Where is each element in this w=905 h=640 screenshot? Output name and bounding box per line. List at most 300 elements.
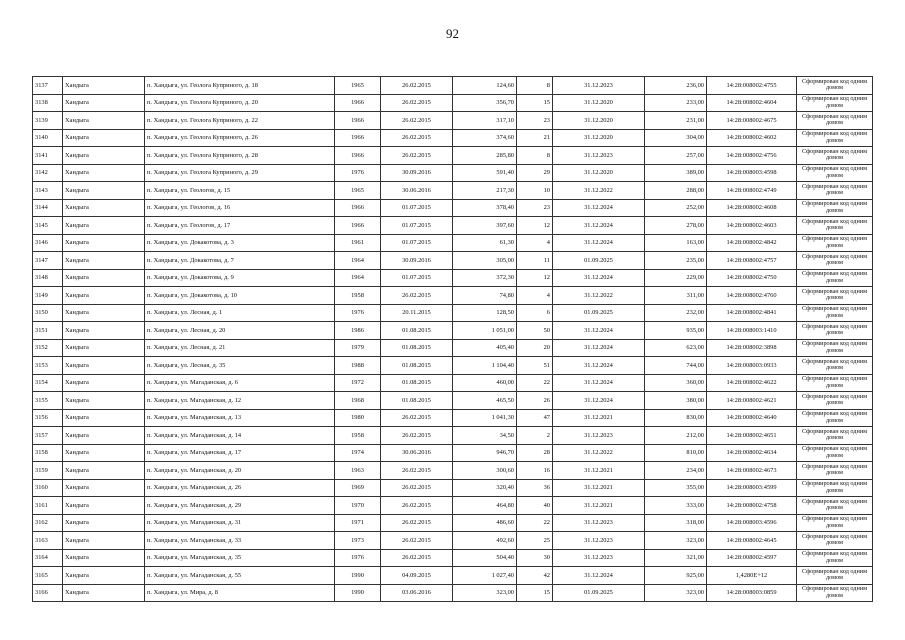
cell-status: Сформирован код одним домом bbox=[797, 409, 873, 427]
cell-date: 26.02.2015 bbox=[381, 532, 453, 550]
cell-address: п. Хандыга, ул. Геолога Куприного, д. 20 bbox=[145, 94, 335, 112]
cell-settlement: Хандыга bbox=[63, 497, 145, 515]
cell-cadastral-number: 14:28:008002:4675 bbox=[707, 112, 797, 130]
cell-cost: 810,00 bbox=[645, 444, 707, 462]
cell-area: 1 051,00 bbox=[453, 322, 517, 340]
cell-settlement: Хандыга bbox=[63, 182, 145, 200]
cell-row-number: 3150 bbox=[33, 304, 63, 322]
cell-cadastral-number: 14:28:008002:4749 bbox=[707, 182, 797, 200]
cell-cadastral-number: 14:28:008003:0933 bbox=[707, 357, 797, 375]
cell-deadline: 01.09.2025 bbox=[553, 252, 645, 270]
cell-address: п. Хандыга, ул. Лесная, д. 35 bbox=[145, 357, 335, 375]
cell-row-number: 3158 bbox=[33, 444, 63, 462]
cell-date: 01.07.2015 bbox=[381, 199, 453, 217]
cell-deadline: 31.12.2021 bbox=[553, 462, 645, 480]
cell-row-number: 3165 bbox=[33, 567, 63, 585]
cell-deadline: 31.12.2023 bbox=[553, 77, 645, 95]
cell-area: 492,60 bbox=[453, 532, 517, 550]
cell-cost: 278,00 bbox=[645, 217, 707, 235]
cell-deadline: 31.12.2024 bbox=[553, 374, 645, 392]
cell-status: Сформирован код одним домом bbox=[797, 217, 873, 235]
cell-address: п. Хандыга, ул. Магаданская, д. 12 bbox=[145, 392, 335, 410]
cell-settlement: Хандыга bbox=[63, 147, 145, 165]
cell-cadastral-number: 14:28:008002:3898 bbox=[707, 339, 797, 357]
cell-cadastral-number: 14:28:008002:4841 bbox=[707, 304, 797, 322]
cell-status: Сформирован код одним домом bbox=[797, 339, 873, 357]
table-row bbox=[33, 304, 873, 322]
cell-build-year: 1965 bbox=[335, 182, 381, 200]
cell-row-number: 3166 bbox=[33, 584, 63, 602]
cell-area: 34,50 bbox=[453, 427, 517, 445]
cell-status: Сформирован код одним домом bbox=[797, 374, 873, 392]
cell-cadastral-number: 14:28:008002:4645 bbox=[707, 532, 797, 550]
cell-date: 30.06.2016 bbox=[381, 444, 453, 462]
cell-area: 372,30 bbox=[453, 269, 517, 287]
table-row bbox=[33, 234, 873, 252]
cell-cost: 252,00 bbox=[645, 199, 707, 217]
cell-residents: 4 bbox=[517, 234, 553, 252]
cell-settlement: Хандыга bbox=[63, 164, 145, 182]
cell-address: п. Хандыга, ул. Магаданская, д. 13 bbox=[145, 409, 335, 427]
cell-row-number: 3138 bbox=[33, 94, 63, 112]
cell-address: п. Хандыга, ул. Докакотова, д. 10 bbox=[145, 287, 335, 305]
table-row bbox=[33, 322, 873, 340]
cell-build-year: 1966 bbox=[335, 129, 381, 147]
cell-build-year: 1966 bbox=[335, 199, 381, 217]
cell-cost: 389,00 bbox=[645, 164, 707, 182]
cell-residents: 40 bbox=[517, 497, 553, 515]
cell-area: 124,60 bbox=[453, 77, 517, 95]
cell-date: 30.09.2016 bbox=[381, 164, 453, 182]
cell-settlement: Хандыга bbox=[63, 252, 145, 270]
cell-address: п. Хандыга, ул. Магаданская, д. 26 bbox=[145, 479, 335, 497]
cell-cadastral-number: 14:28:008003:4599 bbox=[707, 479, 797, 497]
cell-deadline: 31.12.2024 bbox=[553, 217, 645, 235]
cell-cost: 311,00 bbox=[645, 287, 707, 305]
cell-settlement: Хандыга bbox=[63, 234, 145, 252]
cell-residents: 25 bbox=[517, 532, 553, 550]
cell-settlement: Хандыга bbox=[63, 374, 145, 392]
cell-area: 460,00 bbox=[453, 374, 517, 392]
cell-row-number: 3148 bbox=[33, 269, 63, 287]
cell-address: п. Хандыга, ул. Магаданская, д. 17 bbox=[145, 444, 335, 462]
cell-settlement: Хандыга bbox=[63, 199, 145, 217]
table-row bbox=[33, 584, 873, 602]
cell-settlement: Хандыга bbox=[63, 322, 145, 340]
cell-area: 128,50 bbox=[453, 304, 517, 322]
cell-row-number: 3139 bbox=[33, 112, 63, 130]
cell-address: п. Хандыга, ул. Геолога Куприного, д. 29 bbox=[145, 164, 335, 182]
cell-deadline: 31.12.2024 bbox=[553, 339, 645, 357]
cell-area: 397,60 bbox=[453, 217, 517, 235]
cell-status: Сформирован код одним домом bbox=[797, 357, 873, 375]
cell-deadline: 31.12.2020 bbox=[553, 129, 645, 147]
cell-date: 26.02.2015 bbox=[381, 77, 453, 95]
cell-deadline: 31.12.2020 bbox=[553, 112, 645, 130]
table-row bbox=[33, 427, 873, 445]
cell-settlement: Хандыга bbox=[63, 514, 145, 532]
cell-date: 01.08.2015 bbox=[381, 392, 453, 410]
cell-build-year: 1988 bbox=[335, 357, 381, 375]
cell-cadastral-number: 14:28:008002:4673 bbox=[707, 462, 797, 480]
cell-residents: 29 bbox=[517, 164, 553, 182]
cell-residents: 4 bbox=[517, 287, 553, 305]
cell-residents: 8 bbox=[517, 77, 553, 95]
cell-row-number: 3152 bbox=[33, 339, 63, 357]
cell-status: Сформирован код одним домом bbox=[797, 164, 873, 182]
cell-deadline: 31.12.2024 bbox=[553, 234, 645, 252]
cell-status: Сформирован код одним домом bbox=[797, 497, 873, 515]
cell-address: п. Хандыга, ул. Геологов, д. 16 bbox=[145, 199, 335, 217]
page-number: 92 bbox=[446, 26, 459, 41]
cell-deadline: 31.12.2021 bbox=[553, 479, 645, 497]
cell-area: 486,60 bbox=[453, 514, 517, 532]
cell-build-year: 1976 bbox=[335, 549, 381, 567]
cell-date: 03.06.2016 bbox=[381, 584, 453, 602]
cell-cadastral-number: 14:28:008002:4597 bbox=[707, 549, 797, 567]
cell-deadline: 01.09.2025 bbox=[553, 304, 645, 322]
cell-cost: 318,00 bbox=[645, 514, 707, 532]
cell-area: 61,30 bbox=[453, 234, 517, 252]
cell-settlement: Хандыга bbox=[63, 409, 145, 427]
cell-cadastral-number: 14:28:008002:4603 bbox=[707, 217, 797, 235]
cell-residents: 50 bbox=[517, 322, 553, 340]
cell-status: Сформирован код одним домом bbox=[797, 462, 873, 480]
cell-build-year: 1958 bbox=[335, 287, 381, 305]
cell-area: 378,40 bbox=[453, 199, 517, 217]
cell-cadastral-number: 14:28:008002:4602 bbox=[707, 129, 797, 147]
cell-status: Сформирован код одним домом bbox=[797, 269, 873, 287]
cell-area: 74,80 bbox=[453, 287, 517, 305]
cell-cost: 163,00 bbox=[645, 234, 707, 252]
cell-date: 26.02.2015 bbox=[381, 497, 453, 515]
table-row bbox=[33, 199, 873, 217]
cell-row-number: 3160 bbox=[33, 479, 63, 497]
cell-build-year: 1976 bbox=[335, 304, 381, 322]
cell-status: Сформирован код одним домом bbox=[797, 94, 873, 112]
cell-area: 217,30 bbox=[453, 182, 517, 200]
cell-row-number: 3161 bbox=[33, 497, 63, 515]
cell-address: п. Хандыга, ул. Геолога Куприного, д. 22 bbox=[145, 112, 335, 130]
cell-status: Сформирован код одним домом bbox=[797, 199, 873, 217]
cell-area: 300,60 bbox=[453, 462, 517, 480]
cell-area: 285,80 bbox=[453, 147, 517, 165]
cell-date: 26.02.2015 bbox=[381, 287, 453, 305]
cell-area: 591,40 bbox=[453, 164, 517, 182]
cell-settlement: Хандыга bbox=[63, 304, 145, 322]
cell-status: Сформирован код одним домом bbox=[797, 147, 873, 165]
cell-deadline: 31.12.2024 bbox=[553, 269, 645, 287]
cell-status: Сформирован код одним домом bbox=[797, 532, 873, 550]
cell-address: п. Хандыга, ул. Магаданская, д. 31 bbox=[145, 514, 335, 532]
cell-status: Сформирован код одним домом bbox=[797, 234, 873, 252]
cell-deadline: 31.12.2024 bbox=[553, 199, 645, 217]
cell-address: п. Хандыга, ул. Магаданская, д. 33 bbox=[145, 532, 335, 550]
cell-residents: 42 bbox=[517, 567, 553, 585]
cell-cost: 236,00 bbox=[645, 77, 707, 95]
cell-row-number: 3145 bbox=[33, 217, 63, 235]
cell-status: Сформирован код одним домом bbox=[797, 514, 873, 532]
table-row bbox=[33, 462, 873, 480]
cell-cost: 380,00 bbox=[645, 392, 707, 410]
cell-date: 01.07.2015 bbox=[381, 234, 453, 252]
table-row bbox=[33, 567, 873, 585]
cell-settlement: Хандыга bbox=[63, 77, 145, 95]
table-row bbox=[33, 549, 873, 567]
cell-residents: 26 bbox=[517, 392, 553, 410]
cell-cadastral-number: 1,4280E+12 bbox=[707, 567, 797, 585]
cell-build-year: 1966 bbox=[335, 94, 381, 112]
cell-cadastral-number: 14:28:008003:4596 bbox=[707, 514, 797, 532]
cell-deadline: 31.12.2024 bbox=[553, 357, 645, 375]
cell-residents: 10 bbox=[517, 182, 553, 200]
cell-cost: 233,00 bbox=[645, 94, 707, 112]
cell-status: Сформирован код одним домом bbox=[797, 304, 873, 322]
cell-cost: 744,00 bbox=[645, 357, 707, 375]
cell-settlement: Хандыга bbox=[63, 339, 145, 357]
cell-deadline: 31.12.2022 bbox=[553, 444, 645, 462]
cell-date: 01.08.2015 bbox=[381, 357, 453, 375]
cell-cadastral-number: 14:28:008002:4621 bbox=[707, 392, 797, 410]
cell-build-year: 1990 bbox=[335, 567, 381, 585]
cell-cadastral-number: 14:28:008003:0859 bbox=[707, 584, 797, 602]
cell-address: п. Хандыга, ул. Геологов, д. 17 bbox=[145, 217, 335, 235]
cell-area: 946,70 bbox=[453, 444, 517, 462]
cell-cost: 234,00 bbox=[645, 462, 707, 480]
cell-settlement: Хандыга bbox=[63, 129, 145, 147]
cell-area: 323,00 bbox=[453, 584, 517, 602]
cell-settlement: Хандыга bbox=[63, 357, 145, 375]
cell-build-year: 1972 bbox=[335, 374, 381, 392]
cell-residents: 6 bbox=[517, 304, 553, 322]
table-row bbox=[33, 112, 873, 130]
cell-deadline: 01.09.2025 bbox=[553, 584, 645, 602]
cell-row-number: 3162 bbox=[33, 514, 63, 532]
cell-build-year: 1990 bbox=[335, 584, 381, 602]
cell-build-year: 1958 bbox=[335, 427, 381, 445]
cell-settlement: Хандыга bbox=[63, 94, 145, 112]
cell-build-year: 1966 bbox=[335, 147, 381, 165]
cell-address: п. Хандыга, ул. Геолога Куприного, д. 28 bbox=[145, 147, 335, 165]
cell-settlement: Хандыга bbox=[63, 549, 145, 567]
cell-build-year: 1980 bbox=[335, 409, 381, 427]
cell-residents: 23 bbox=[517, 199, 553, 217]
table-row bbox=[33, 339, 873, 357]
cell-area: 356,70 bbox=[453, 94, 517, 112]
table-row bbox=[33, 269, 873, 287]
table-row bbox=[33, 392, 873, 410]
cell-row-number: 3143 bbox=[33, 182, 63, 200]
cell-row-number: 3142 bbox=[33, 164, 63, 182]
cell-status: Сформирован код одним домом bbox=[797, 287, 873, 305]
cell-settlement: Хандыга bbox=[63, 427, 145, 445]
cell-row-number: 3144 bbox=[33, 199, 63, 217]
cell-build-year: 1965 bbox=[335, 77, 381, 95]
cell-row-number: 3147 bbox=[33, 252, 63, 270]
cell-settlement: Хандыга bbox=[63, 479, 145, 497]
table-row bbox=[33, 444, 873, 462]
cell-deadline: 31.12.2022 bbox=[553, 182, 645, 200]
cell-cadastral-number: 14:28:008002:4750 bbox=[707, 269, 797, 287]
cell-date: 26.02.2015 bbox=[381, 112, 453, 130]
cell-status: Сформирован код одним домом bbox=[797, 567, 873, 585]
cell-date: 20.11.2015 bbox=[381, 304, 453, 322]
table-row bbox=[33, 217, 873, 235]
cell-deadline: 31.12.2023 bbox=[553, 514, 645, 532]
cell-residents: 20 bbox=[517, 339, 553, 357]
cell-area: 320,40 bbox=[453, 479, 517, 497]
cell-build-year: 1974 bbox=[335, 444, 381, 462]
table-row bbox=[33, 409, 873, 427]
cell-date: 01.07.2015 bbox=[381, 269, 453, 287]
cell-row-number: 3137 bbox=[33, 77, 63, 95]
table-row bbox=[33, 94, 873, 112]
cell-area: 1 104,40 bbox=[453, 357, 517, 375]
cell-cost: 935,00 bbox=[645, 322, 707, 340]
cell-row-number: 3153 bbox=[33, 357, 63, 375]
cell-area: 374,60 bbox=[453, 129, 517, 147]
cell-status: Сформирован код одним домом bbox=[797, 392, 873, 410]
cell-cadastral-number: 14:28:008002:4634 bbox=[707, 444, 797, 462]
cell-address: п. Хандыга, ул. Лесная, д. 20 bbox=[145, 322, 335, 340]
cell-settlement: Хандыга bbox=[63, 112, 145, 130]
table-row bbox=[33, 147, 873, 165]
cell-residents: 11 bbox=[517, 252, 553, 270]
cell-date: 26.02.2015 bbox=[381, 147, 453, 165]
cell-status: Сформирован код одним домом bbox=[797, 252, 873, 270]
cell-date: 26.02.2015 bbox=[381, 129, 453, 147]
cell-cost: 304,00 bbox=[645, 129, 707, 147]
cell-address: п. Хандыга, ул. Геологов, д. 15 bbox=[145, 182, 335, 200]
cell-deadline: 31.12.2020 bbox=[553, 94, 645, 112]
cell-residents: 2 bbox=[517, 427, 553, 445]
housing-table bbox=[32, 76, 873, 602]
cell-deadline: 31.12.2020 bbox=[553, 164, 645, 182]
cell-address: п. Хандыга, ул. Геолога Куприного, д. 26 bbox=[145, 129, 335, 147]
cell-residents: 22 bbox=[517, 374, 553, 392]
cell-date: 01.08.2015 bbox=[381, 322, 453, 340]
cell-cadastral-number: 14:28:008002:4755 bbox=[707, 77, 797, 95]
cell-date: 04.09.2015 bbox=[381, 567, 453, 585]
table-body bbox=[33, 77, 873, 602]
cell-address: п. Хандыга, ул. Магаданская, д. 29 bbox=[145, 497, 335, 515]
cell-date: 26.02.2015 bbox=[381, 514, 453, 532]
cell-build-year: 1969 bbox=[335, 479, 381, 497]
cell-area: 405,40 bbox=[453, 339, 517, 357]
cell-residents: 23 bbox=[517, 112, 553, 130]
table-row bbox=[33, 479, 873, 497]
cell-cadastral-number: 14:28:008002:4608 bbox=[707, 199, 797, 217]
cell-settlement: Хандыга bbox=[63, 287, 145, 305]
table-row bbox=[33, 532, 873, 550]
table-row bbox=[33, 77, 873, 95]
cell-status: Сформирован код одним домом bbox=[797, 322, 873, 340]
cell-cost: 333,00 bbox=[645, 497, 707, 515]
cell-settlement: Хандыга bbox=[63, 462, 145, 480]
cell-cost: 360,00 bbox=[645, 374, 707, 392]
table-row bbox=[33, 129, 873, 147]
cell-area: 504,40 bbox=[453, 549, 517, 567]
cell-deadline: 31.12.2023 bbox=[553, 147, 645, 165]
cell-row-number: 3146 bbox=[33, 234, 63, 252]
cell-build-year: 1964 bbox=[335, 252, 381, 270]
cell-date: 26.02.2015 bbox=[381, 409, 453, 427]
cell-cadastral-number: 14:28:008003:4598 bbox=[707, 164, 797, 182]
cell-cost: 355,00 bbox=[645, 479, 707, 497]
cell-area: 305,00 bbox=[453, 252, 517, 270]
cell-cadastral-number: 14:28:008003:1410 bbox=[707, 322, 797, 340]
cell-status: Сформирован код одним домом bbox=[797, 112, 873, 130]
cell-address: п. Хандыга, ул. Геолога Куприного, д. 18 bbox=[145, 77, 335, 95]
cell-deadline: 31.12.2023 bbox=[553, 549, 645, 567]
table-row bbox=[33, 164, 873, 182]
cell-cost: 257,00 bbox=[645, 147, 707, 165]
cell-address: п. Хандыга, ул. Магаданская, д. 20 bbox=[145, 462, 335, 480]
cell-build-year: 1976 bbox=[335, 164, 381, 182]
cell-build-year: 1970 bbox=[335, 497, 381, 515]
cell-date: 26.02.2015 bbox=[381, 427, 453, 445]
cell-build-year: 1961 bbox=[335, 234, 381, 252]
cell-row-number: 3149 bbox=[33, 287, 63, 305]
cell-cost: 235,00 bbox=[645, 252, 707, 270]
cell-residents: 30 bbox=[517, 549, 553, 567]
cell-residents: 16 bbox=[517, 462, 553, 480]
cell-address: п. Хандыга, ул. Магаданская, д. 35 bbox=[145, 549, 335, 567]
table-row bbox=[33, 374, 873, 392]
cell-area: 464,80 bbox=[453, 497, 517, 515]
cell-row-number: 3141 bbox=[33, 147, 63, 165]
cell-cadastral-number: 14:28:008002:4640 bbox=[707, 409, 797, 427]
cell-cadastral-number: 14:28:008002:4842 bbox=[707, 234, 797, 252]
cell-residents: 51 bbox=[517, 357, 553, 375]
cell-cadastral-number: 14:28:008002:4604 bbox=[707, 94, 797, 112]
cell-residents: 15 bbox=[517, 584, 553, 602]
cell-settlement: Хандыга bbox=[63, 532, 145, 550]
cell-address: п. Хандыга, ул. Лесная, д. 21 bbox=[145, 339, 335, 357]
cell-row-number: 3163 bbox=[33, 532, 63, 550]
cell-cost: 323,00 bbox=[645, 584, 707, 602]
cell-status: Сформирован код одним домом bbox=[797, 479, 873, 497]
table-row bbox=[33, 287, 873, 305]
cell-residents: 8 bbox=[517, 147, 553, 165]
cell-row-number: 3164 bbox=[33, 549, 63, 567]
cell-cost: 288,00 bbox=[645, 182, 707, 200]
cell-date: 26.02.2015 bbox=[381, 479, 453, 497]
table-row bbox=[33, 252, 873, 270]
cell-build-year: 1966 bbox=[335, 112, 381, 130]
cell-residents: 21 bbox=[517, 129, 553, 147]
cell-cost: 321,00 bbox=[645, 549, 707, 567]
cell-cost: 229,00 bbox=[645, 269, 707, 287]
cell-deadline: 31.12.2021 bbox=[553, 409, 645, 427]
cell-row-number: 3140 bbox=[33, 129, 63, 147]
cell-cadastral-number: 14:28:008002:4760 bbox=[707, 287, 797, 305]
cell-cadastral-number: 14:28:008002:4651 bbox=[707, 427, 797, 445]
cell-cadastral-number: 14:28:008002:4622 bbox=[707, 374, 797, 392]
cell-status: Сформирован код одним домом bbox=[797, 444, 873, 462]
cell-area: 1 041,30 bbox=[453, 409, 517, 427]
cell-settlement: Хандыга bbox=[63, 269, 145, 287]
cell-residents: 36 bbox=[517, 479, 553, 497]
cell-area: 465,50 bbox=[453, 392, 517, 410]
cell-cadastral-number: 14:28:008002:4758 bbox=[707, 497, 797, 515]
cell-address: п. Хандыга, ул. Докакотова, д. 3 bbox=[145, 234, 335, 252]
cell-deadline: 31.12.2023 bbox=[553, 532, 645, 550]
cell-date: 01.08.2015 bbox=[381, 339, 453, 357]
cell-address: п. Хандыга, ул. Магаданская, д. 55 bbox=[145, 567, 335, 585]
cell-settlement: Хандыга bbox=[63, 217, 145, 235]
cell-deadline: 31.12.2023 bbox=[553, 427, 645, 445]
